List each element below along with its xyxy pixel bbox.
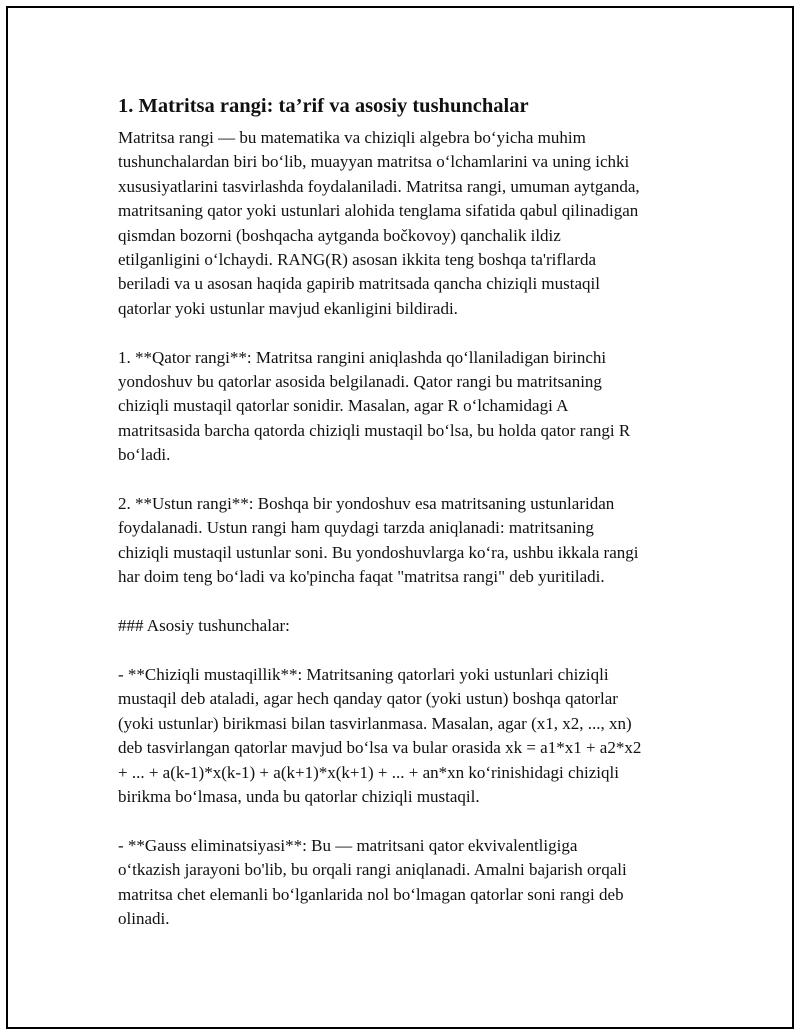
paragraph-linear-independence [118, 663, 690, 809]
document-heading: 1. Matritsa rangi: ta’rif va asosiy tushunchalar [118, 95, 529, 117]
text-line: beriladi va u asosan haqida gapirib matritsada qancha chiziqli mustaqil [118, 274, 600, 294]
text-line: + ... + a(k-1)*x(k-1) + a(k+1)*x(k+1) + ... + an*xn ko‘rinishidagi chiziqli [118, 762, 619, 782]
text-line: 1. **Qator rangi**: Matritsa rangini aniqlashda qo‘llaniladigan birinchi [118, 347, 607, 367]
text-line: matritsaning qator yoki ustunlari alohida tenglama sifatida qabul qilinadigan [118, 201, 639, 221]
text-line: foydalanadi. Ustun rangi ham quydagi tarzda aniqlanadi: matritsaning [118, 518, 594, 538]
text-line: har doim teng bo‘ladi va ko'pincha faqat "matritsa rangi" deb yuritiladi. [118, 567, 605, 587]
paragraph-subheading [118, 614, 690, 638]
text-line: deb tasvirlangan qatorlar mavjud bo‘lsa va bular orasida xk = a1*x1 + a2*x2 [118, 738, 642, 758]
text-line: matritsa chet elemanli bo‘lganlarida nol bo‘lmagan qatorlar soni rangi deb [118, 884, 624, 904]
text-line: matritsasida barcha qatorda chiziqli mustaqil bo‘lsa, bu holda qator rangi R [118, 420, 631, 440]
paragraph-column-rank [118, 492, 690, 590]
text-line: yondoshuv bu qatorlar asosida belgilanadi. Qator rangi bu matritsaning [118, 372, 602, 392]
text-line: mustaqil deb ataladi, agar hech qanday qator (yoki ustun) boshqa qatorlar [118, 689, 618, 709]
text-line: xususiyatlarini tasvirlashda foydalaniladi. Matritsa rangi, umuman aytganda, [118, 176, 640, 196]
document-body [118, 92, 690, 956]
text-line: tushunchalardan biri bo‘lib, muayyan matritsa o‘lchamlarini va uning ichki [118, 152, 630, 172]
paragraph-gauss-elimination [118, 834, 690, 932]
text-line: ### Asosiy tushunchalar: [118, 616, 290, 636]
text-line: - **Chiziqli mustaqillik**: Matritsaning qatorlari yoki ustunlari chiziqli [118, 664, 609, 684]
text-line: olinadi. [118, 908, 170, 928]
text-line: chiziqli mustaqil qatorlar sonidir. Masalan, agar R o‘lchamidagi A [118, 396, 569, 416]
text-line: Matritsa rangi — bu matematika va chiziqli algebra bo‘yicha muhim [118, 128, 586, 147]
text-line: qatorlar yoki ustunlar mavjud ekanligini bildiradi. [118, 298, 458, 318]
paragraph-row-rank [118, 346, 690, 468]
text-line: - **Gauss eliminatsiyasi**: Bu — matritsani qator ekvivalentligiga [118, 835, 578, 855]
text-line: birikma bo‘lmasa, unda bu qatorlar chiziqli mustaqil. [118, 786, 480, 806]
text-line: o‘tkazish jarayoni bo'lib, bu orqali rangi aniqlanadi. Amalni bajarish orqali [118, 860, 627, 880]
text-line: etilganligini o‘lchaydi. RANG(R) asosan ikkita teng boshqa ta'riflarda [118, 250, 597, 270]
text-line: bo‘ladi. [118, 445, 171, 465]
paragraph-intro [118, 126, 690, 321]
text-line: 2. **Ustun rangi**: Boshqa bir yondoshuv esa matritsaning ustunlaridan [118, 494, 615, 514]
text-line: qismdan bozorni (boshqacha aytganda bočkovoy) qanchalik ildiz [118, 225, 561, 245]
text-line: chiziqli mustaqil ustunlar soni. Bu yondoshuvlarga ko‘ra, ushbu ikkala rangi [118, 542, 639, 562]
text-line: (yoki ustunlar) birikmasi bilan tasvirlanmasa. Masalan, agar (x1, x2, ..., xn) [118, 713, 632, 733]
